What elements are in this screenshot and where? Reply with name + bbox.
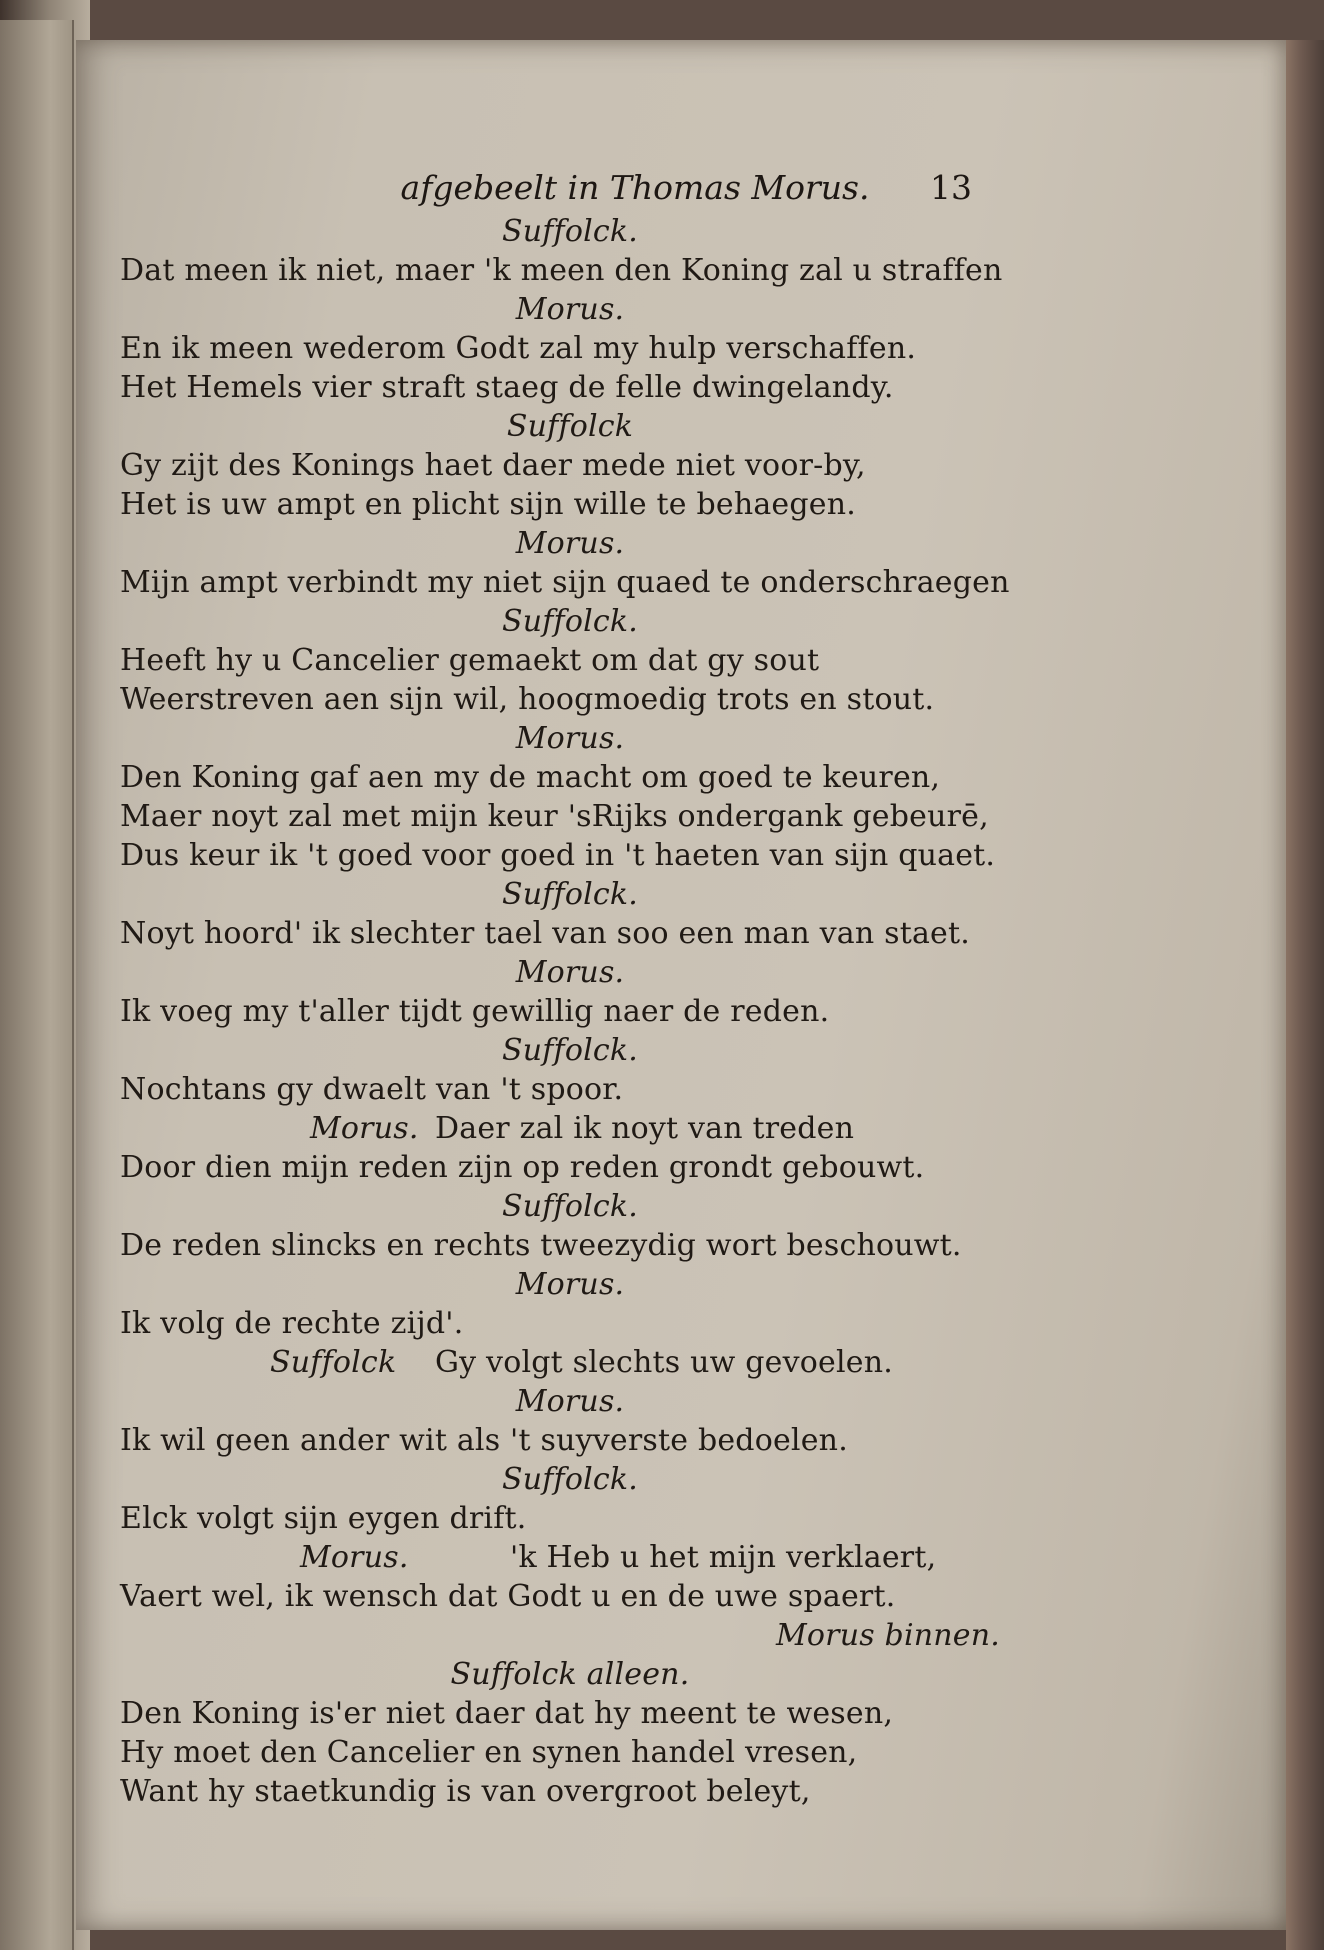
- book-fore-edge: [1286, 40, 1324, 1950]
- verse-line: Ik voeg my t'aller tijdt gewillig naer de reden.: [120, 994, 830, 1029]
- speaker-name: Morus.: [515, 1267, 625, 1302]
- speaker-name: Suffolck.: [501, 604, 639, 639]
- verse-line: Hy moet den Cancelier en synen handel vresen,: [120, 1735, 858, 1770]
- verse-line: Mijn ampt verbindt my niet sijn quaed te onderschraegen: [120, 565, 1010, 600]
- verse-line: Dat meen ik niet, maer 'k meen den Koning zal u straffen: [120, 253, 1003, 288]
- stage-direction: Morus binnen.: [775, 1618, 1000, 1653]
- verse-line: Noyt hoord' ik slechter tael van soo een man van staet.: [120, 916, 970, 951]
- facing-page-edge: [0, 20, 74, 1950]
- verse-line: Ik volg de rechte zijd'.: [120, 1306, 464, 1341]
- verse-line: Den Koning gaf aen my de macht om goed te keuren,: [120, 760, 941, 795]
- verse-line: Door dien mijn reden zijn op reden grondt gebouwt.: [120, 1150, 925, 1185]
- speaker-name: Suffolck: [270, 1345, 397, 1380]
- speaker-name: Morus.: [515, 292, 625, 327]
- verse-line: Vaert wel, ik wensch dat Godt u en de uwe spaert.: [120, 1579, 896, 1614]
- speaker-name: Morus.: [515, 1384, 625, 1419]
- split-verse-line: [120, 1343, 1020, 1382]
- speaker-name: Suffolck.: [501, 214, 639, 249]
- speaker-name: Morus.: [515, 721, 625, 756]
- running-title: afgebeelt in Thomas Morus.: [400, 168, 870, 207]
- verse-line: Elck volgt sijn eygen drift.: [120, 1501, 527, 1536]
- speaker-name: Suffolck.: [501, 877, 639, 912]
- verse-line: Nochtans gy dwaelt van 't spoor.: [120, 1072, 624, 1107]
- verse-line: Ik wil geen ander wit als 't suyverste bedoelen.: [120, 1423, 848, 1458]
- speaker-name: Suffolck alleen.: [450, 1657, 690, 1692]
- split-verse-line: [120, 1109, 1020, 1148]
- verse-line: Want hy staetkundig is van overgroot beleyt,: [120, 1774, 811, 1809]
- speaker-name: Suffolck: [506, 409, 634, 444]
- text-block: [120, 212, 1020, 1811]
- verse-line: Den Koning is'er niet daer dat hy meent te wesen,: [120, 1696, 894, 1731]
- verse-text: Daer zal ik noyt van treden: [435, 1111, 855, 1146]
- speaker-name: Morus.: [515, 955, 625, 990]
- verse-line: Dus keur ik 't goed voor goed in 't haeten van sijn quaet.: [120, 838, 996, 873]
- verse-text: Gy volgt slechts uw gevoelen.: [435, 1345, 893, 1380]
- verse-line: Het Hemels vier straft staeg de felle dwingelandy.: [120, 370, 894, 405]
- speaker-name: Morus.: [310, 1111, 419, 1146]
- verse-line: Gy zijt des Konings haet daer mede niet voor-by,: [120, 448, 866, 483]
- verse-line: Het is uw ampt en plicht sijn wille te behaegen.: [120, 487, 857, 522]
- speaker-name: Suffolck.: [501, 1033, 639, 1068]
- speaker-name: Morus.: [515, 526, 625, 561]
- page-number: 13: [930, 168, 972, 207]
- verse-line: Maer noyt zal met mijn keur 'sRijks ondergank gebeurē,: [120, 799, 989, 834]
- verse-text: 'k Heb u het mijn verklaert,: [510, 1540, 937, 1575]
- verse-line: En ik meen wederom Godt zal my hulp verschaffen.: [120, 331, 917, 366]
- speaker-name: Suffolck.: [501, 1189, 639, 1224]
- speaker-name: Morus.: [300, 1540, 409, 1575]
- verse-line: Weerstreven aen sijn wil, hoogmoedig trots en stout.: [120, 682, 935, 717]
- verse-line: Heeft hy u Cancelier gemaekt om dat gy sout: [120, 643, 820, 678]
- split-verse-line: [120, 1538, 1020, 1577]
- verse-line: De reden slincks en rechts tweezydig wort beschouwt.: [120, 1228, 962, 1263]
- speaker-name: Suffolck.: [501, 1462, 639, 1497]
